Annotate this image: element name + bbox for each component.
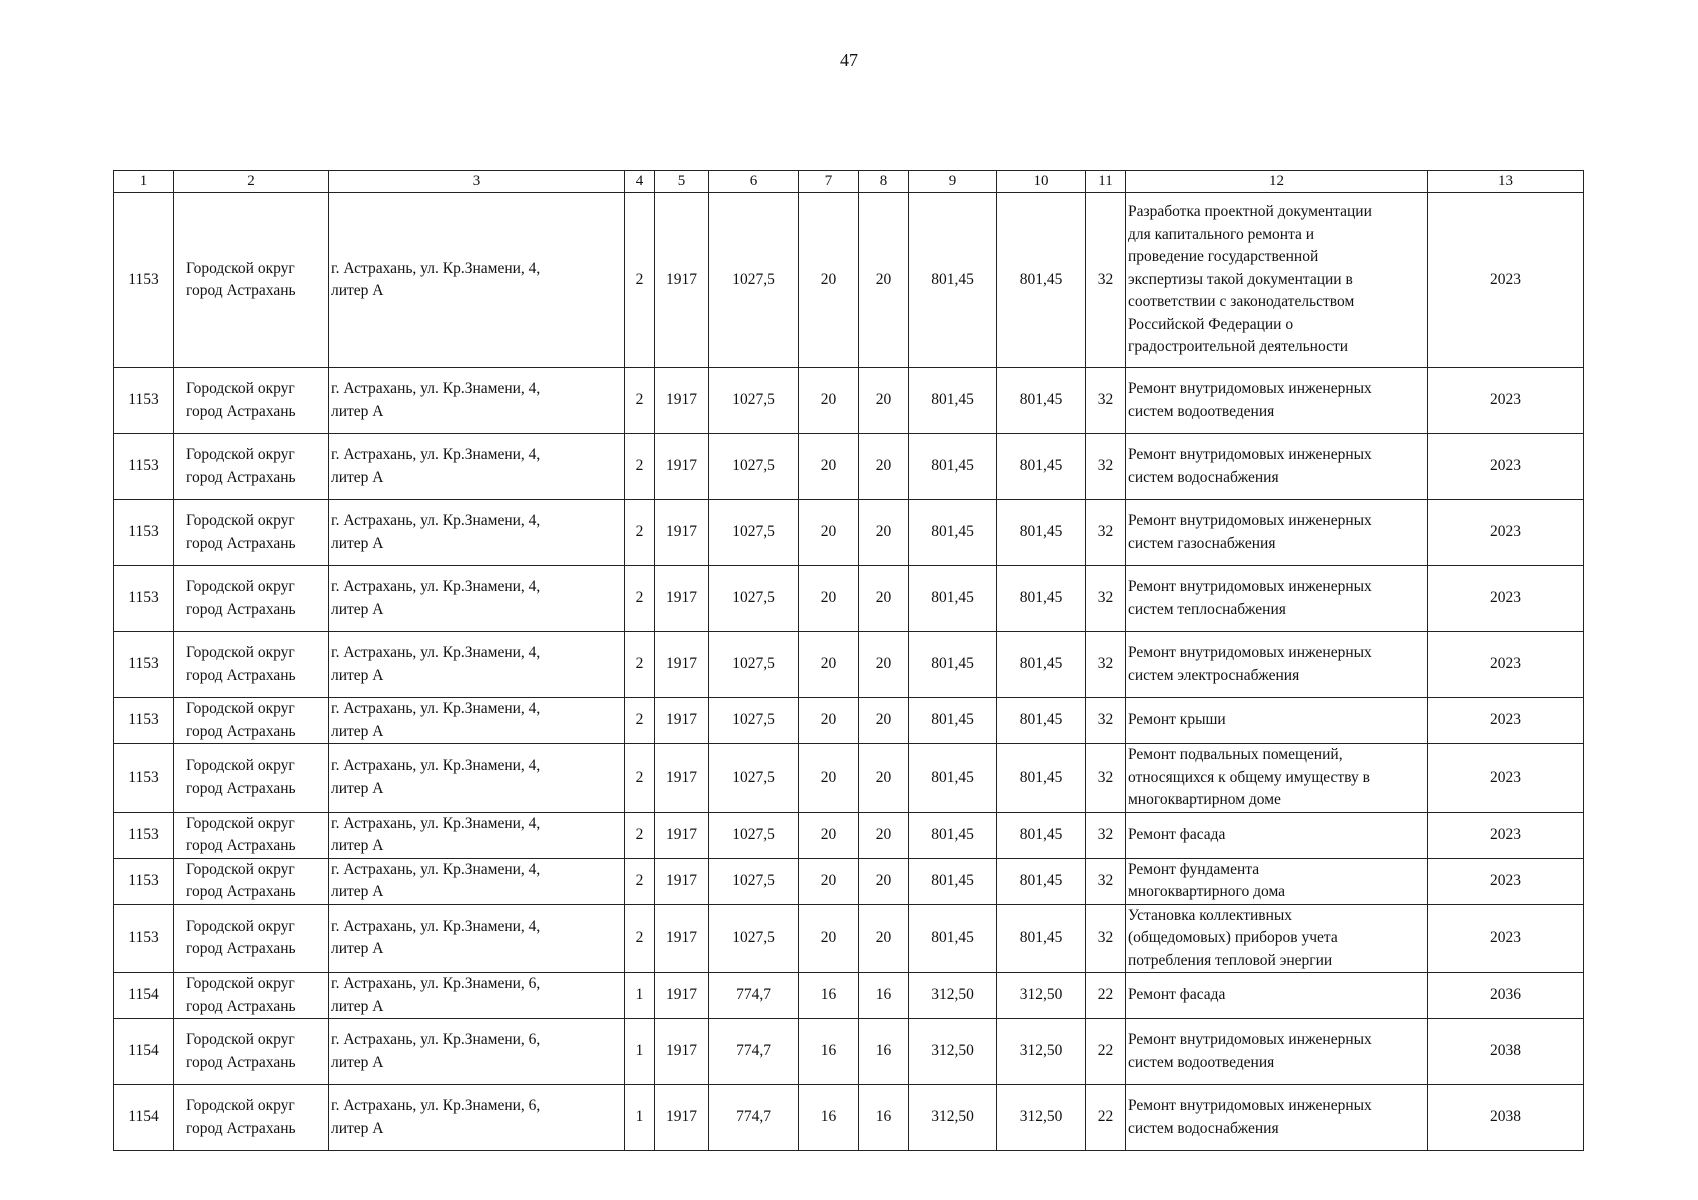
work-type-line: Ремонт подвальных помещений, [1128, 746, 1343, 763]
work-type-line: Ремонт внутридомовых инженерных [1128, 1031, 1372, 1048]
work-type [1126, 858, 1428, 904]
value-col8: 20 [859, 193, 909, 368]
column-number-cell: 2 [174, 171, 329, 193]
work-type: Ремонт фасада [1126, 812, 1428, 858]
address-line: г. Астрахань, ул. Кр.Знамени, 4, [331, 446, 541, 463]
value-col7: 16 [799, 973, 859, 1019]
address-line: г. Астрахань, ул. Кр.Знамени, 4, [331, 380, 541, 397]
municipality-line: Городской округ [186, 860, 295, 878]
planned-year: 2023 [1428, 434, 1584, 500]
table-row [114, 812, 1584, 858]
object-number: 1154 [114, 973, 174, 1019]
floors: 2 [625, 434, 655, 500]
work-type [1126, 1085, 1428, 1151]
municipality [174, 744, 329, 813]
municipality-line: Городской округ [186, 700, 295, 717]
work-type [1126, 632, 1428, 698]
value-col9: 801,45 [909, 632, 997, 698]
value-col7: 20 [799, 193, 859, 368]
floors: 1 [625, 1019, 655, 1085]
work-type-line: Ремонт внутридомовых инженерных [1128, 380, 1372, 397]
work-type-line: многоквартирном доме [1128, 791, 1281, 808]
address-line: г. Астрахань, ул. Кр.Знамени, 6, [331, 1097, 541, 1114]
address-line: литер А [331, 402, 384, 420]
object-number: 1153 [114, 368, 174, 434]
address-line: литер А [331, 997, 384, 1015]
work-type-line: проведение государственной [1128, 248, 1319, 266]
column-number-cell: 4 [625, 171, 655, 193]
total-area: 1027,5 [709, 858, 799, 904]
table-row [114, 744, 1584, 813]
value-col10: 312,50 [997, 1019, 1086, 1085]
value-col9: 801,45 [909, 193, 997, 368]
value-col7: 16 [799, 1019, 859, 1085]
year-built: 1917 [655, 632, 709, 698]
value-col8: 20 [859, 744, 909, 813]
work-type [1126, 566, 1428, 632]
address-line: г. Астрахань, ул. Кр.Знамени, 4, [331, 512, 541, 529]
value-col10: 312,50 [997, 973, 1086, 1019]
repair-schedule-table [113, 170, 1584, 1151]
value-col7: 20 [799, 566, 859, 632]
table-row [114, 973, 1584, 1019]
value-col10: 801,45 [997, 858, 1086, 904]
column-number-cell: 1 [114, 171, 174, 193]
object-number: 1154 [114, 1085, 174, 1151]
value-col10: 801,45 [997, 368, 1086, 434]
total-area: 774,7 [709, 1019, 799, 1085]
value-col7: 20 [799, 744, 859, 813]
address-line: г. Астрахань, ул. Кр.Знамени, 4, [331, 917, 541, 935]
object-number: 1153 [114, 904, 174, 973]
municipality [174, 973, 329, 1019]
year-built: 1917 [655, 434, 709, 500]
municipality [174, 1085, 329, 1151]
object-number: 1153 [114, 858, 174, 904]
object-number: 1153 [114, 812, 174, 858]
planned-year: 2023 [1428, 368, 1584, 434]
address-line: литер А [331, 666, 384, 684]
address-line: литер А [331, 837, 384, 854]
address-line: г. Астрахань, ул. Кр.Знамени, 4, [331, 700, 541, 717]
municipality-line: Городской округ [186, 578, 295, 595]
value-col8: 20 [859, 632, 909, 698]
value-col11: 32 [1086, 632, 1126, 698]
value-col8: 20 [859, 566, 909, 632]
address [329, 193, 625, 368]
floors: 2 [625, 812, 655, 858]
total-area: 774,7 [709, 973, 799, 1019]
work-type-line: систем водоснабжения [1128, 468, 1279, 486]
column-number-cell: 5 [655, 171, 709, 193]
address-line: литер А [331, 282, 384, 299]
value-col7: 20 [799, 698, 859, 744]
floors: 2 [625, 904, 655, 973]
work-type-line: Ремонт внутридомовых инженерных [1128, 512, 1372, 529]
address-line: литер А [331, 1119, 384, 1137]
address-line: литер А [331, 883, 384, 900]
value-col8: 20 [859, 812, 909, 858]
municipality [174, 698, 329, 744]
address [329, 973, 625, 1019]
column-number-row [114, 171, 1584, 193]
planned-year: 2023 [1428, 698, 1584, 744]
address [329, 812, 625, 858]
address-line: литер А [331, 722, 384, 740]
value-col8: 20 [859, 434, 909, 500]
address-line: литер А [331, 1053, 384, 1071]
value-col10: 801,45 [997, 698, 1086, 744]
value-col9: 312,50 [909, 1085, 997, 1151]
floors: 2 [625, 500, 655, 566]
year-built: 1917 [655, 193, 709, 368]
value-col11: 32 [1086, 858, 1126, 904]
value-col7: 20 [799, 812, 859, 858]
work-type [1126, 368, 1428, 434]
address [329, 368, 625, 434]
address-line: г. Астрахань, ул. Кр.Знамени, 4, [331, 814, 541, 832]
table-row [114, 632, 1584, 698]
municipality-line: Городской округ [186, 975, 295, 992]
work-type [1126, 500, 1428, 566]
value-col11: 32 [1086, 193, 1126, 368]
value-col8: 20 [859, 500, 909, 566]
table-row [114, 858, 1584, 904]
column-number-cell: 11 [1086, 171, 1126, 193]
municipality-line: город Астрахань [186, 883, 296, 900]
work-type-line: Разработка проектной документации [1128, 203, 1372, 221]
floors: 2 [625, 368, 655, 434]
address-line: г. Астрахань, ул. Кр.Знамени, 6, [331, 1031, 541, 1048]
value-col11: 32 [1086, 904, 1126, 973]
address [329, 500, 625, 566]
table-row [114, 904, 1584, 973]
work-type [1126, 904, 1428, 973]
work-type [1126, 193, 1428, 368]
work-type-line: экспертизы такой документации в [1128, 270, 1353, 288]
value-col11: 22 [1086, 973, 1126, 1019]
municipality-line: город Астрахань [186, 402, 296, 420]
planned-year: 2023 [1428, 500, 1584, 566]
address-line: г. Астрахань, ул. Кр.Знамени, 4, [331, 757, 541, 775]
planned-year: 2038 [1428, 1085, 1584, 1151]
value-col10: 801,45 [997, 632, 1086, 698]
work-type-line: градостроительной деятельности [1128, 338, 1349, 356]
value-col7: 20 [799, 368, 859, 434]
planned-year: 2038 [1428, 1019, 1584, 1085]
column-number-cell: 13 [1428, 171, 1584, 193]
object-number: 1154 [114, 1019, 174, 1085]
total-area: 774,7 [709, 1085, 799, 1151]
total-area: 1027,5 [709, 434, 799, 500]
total-area: 1027,5 [709, 632, 799, 698]
year-built: 1917 [655, 500, 709, 566]
address [329, 744, 625, 813]
municipality-line: город Астрахань [186, 837, 296, 854]
planned-year: 2023 [1428, 632, 1584, 698]
floors: 2 [625, 858, 655, 904]
column-number-cell: 9 [909, 171, 997, 193]
address [329, 434, 625, 500]
planned-year: 2023 [1428, 193, 1584, 368]
work-type-line: систем теплоснабжения [1128, 600, 1286, 618]
work-type-line: систем электроснабжения [1128, 666, 1300, 684]
municipality-line: Городской округ [186, 644, 295, 661]
table-row [114, 698, 1584, 744]
municipality-line: город Астрахань [186, 600, 296, 618]
total-area: 1027,5 [709, 566, 799, 632]
planned-year: 2023 [1428, 744, 1584, 813]
address-line: г. Астрахань, ул. Кр.Знамени, 4, [331, 860, 541, 878]
value-col9: 801,45 [909, 434, 997, 500]
municipality-line: город Астрахань [186, 666, 296, 684]
column-number-cell: 6 [709, 171, 799, 193]
address-line: г. Астрахань, ул. Кр.Знамени, 4, [331, 259, 541, 277]
column-number-cell: 7 [799, 171, 859, 193]
municipality-line: Городской округ [186, 814, 295, 832]
municipality-line: Городской округ [186, 757, 295, 775]
address [329, 904, 625, 973]
value-col9: 801,45 [909, 500, 997, 566]
municipality-line: город Астрахань [186, 997, 296, 1015]
address-line: литер А [331, 468, 384, 486]
value-col10: 312,50 [997, 1085, 1086, 1151]
address-line: г. Астрахань, ул. Кр.Знамени, 4, [331, 578, 541, 595]
value-col7: 20 [799, 434, 859, 500]
work-type-line: Ремонт фундамента [1128, 860, 1260, 878]
address [329, 858, 625, 904]
year-built: 1917 [655, 812, 709, 858]
work-type: Ремонт крыши [1126, 698, 1428, 744]
value-col10: 801,45 [997, 904, 1086, 973]
total-area: 1027,5 [709, 500, 799, 566]
address-line: г. Астрахань, ул. Кр.Знамени, 6, [331, 975, 541, 992]
municipality-line: город Астрахань [186, 940, 296, 958]
value-col9: 801,45 [909, 698, 997, 744]
table-row [114, 1085, 1584, 1151]
value-col7: 20 [799, 632, 859, 698]
value-col8: 20 [859, 368, 909, 434]
municipality-line: город Астрахань [186, 1119, 296, 1137]
work-type-line: систем водоотведения [1128, 402, 1275, 420]
value-col8: 16 [859, 1085, 909, 1151]
year-built: 1917 [655, 904, 709, 973]
total-area: 1027,5 [709, 812, 799, 858]
value-col11: 32 [1086, 812, 1126, 858]
municipality-line: Городской округ [186, 512, 295, 529]
value-col11: 32 [1086, 434, 1126, 500]
table-row [114, 500, 1584, 566]
value-col10: 801,45 [997, 566, 1086, 632]
work-type-line: для капитального ремонта и [1128, 225, 1315, 243]
address-line: литер А [331, 779, 384, 797]
value-col9: 312,50 [909, 1019, 997, 1085]
year-built: 1917 [655, 744, 709, 813]
year-built: 1917 [655, 1019, 709, 1085]
table-row [114, 434, 1584, 500]
column-number-cell: 8 [859, 171, 909, 193]
total-area: 1027,5 [709, 904, 799, 973]
work-type-line: Ремонт внутридомовых инженерных [1128, 1097, 1372, 1114]
municipality-line: Городской округ [186, 259, 295, 277]
object-number: 1153 [114, 566, 174, 632]
total-area: 1027,5 [709, 193, 799, 368]
page-number: 47 [840, 50, 858, 70]
value-col9: 801,45 [909, 812, 997, 858]
work-type-line: Ремонт внутридомовых инженерных [1128, 644, 1372, 661]
year-built: 1917 [655, 973, 709, 1019]
value-col11: 32 [1086, 744, 1126, 813]
value-col8: 16 [859, 1019, 909, 1085]
address [329, 632, 625, 698]
work-type-line: Ремонт внутридомовых инженерных [1128, 446, 1372, 463]
municipality-line: город Астрахань [186, 1053, 296, 1071]
municipality-line: город Астрахань [186, 534, 296, 552]
address [329, 566, 625, 632]
table-row [114, 566, 1584, 632]
municipality [174, 193, 329, 368]
municipality [174, 904, 329, 973]
address [329, 1085, 625, 1151]
object-number: 1153 [114, 434, 174, 500]
value-col7: 20 [799, 500, 859, 566]
table-row [114, 1019, 1584, 1085]
municipality-line: город Астрахань [186, 282, 296, 299]
table-row [114, 368, 1584, 434]
work-type-line: Установка коллективных [1128, 906, 1293, 924]
planned-year: 2023 [1428, 812, 1584, 858]
value-col11: 32 [1086, 368, 1126, 434]
planned-year: 2023 [1428, 858, 1584, 904]
value-col7: 16 [799, 1085, 859, 1151]
value-col8: 20 [859, 698, 909, 744]
floors: 1 [625, 1085, 655, 1151]
municipality-line: Городской округ [186, 446, 295, 463]
value-col10: 801,45 [997, 500, 1086, 566]
total-area: 1027,5 [709, 368, 799, 434]
value-col9: 801,45 [909, 566, 997, 632]
value-col10: 801,45 [997, 434, 1086, 500]
planned-year: 2023 [1428, 904, 1584, 973]
municipality [174, 500, 329, 566]
value-col7: 20 [799, 858, 859, 904]
floors: 2 [625, 698, 655, 744]
floors: 2 [625, 744, 655, 813]
municipality-line: Городской округ [186, 1031, 295, 1048]
address-line: г. Астрахань, ул. Кр.Знамени, 4, [331, 644, 541, 661]
municipality-line: Городской округ [186, 1097, 295, 1114]
value-col11: 32 [1086, 500, 1126, 566]
work-type [1126, 434, 1428, 500]
floors: 2 [625, 632, 655, 698]
value-col8: 20 [859, 858, 909, 904]
year-built: 1917 [655, 368, 709, 434]
value-col8: 16 [859, 973, 909, 1019]
value-col10: 801,45 [997, 193, 1086, 368]
municipality [174, 812, 329, 858]
value-col11: 22 [1086, 1085, 1126, 1151]
value-col7: 20 [799, 904, 859, 973]
year-built: 1917 [655, 1085, 709, 1151]
municipality [174, 1019, 329, 1085]
work-type [1126, 1019, 1428, 1085]
municipality [174, 434, 329, 500]
value-col9: 312,50 [909, 973, 997, 1019]
work-type-line: систем газоснабжения [1128, 534, 1276, 552]
value-col11: 22 [1086, 1019, 1126, 1085]
value-col8: 20 [859, 904, 909, 973]
total-area: 1027,5 [709, 744, 799, 813]
value-col9: 801,45 [909, 904, 997, 973]
object-number: 1153 [114, 500, 174, 566]
address-line: литер А [331, 600, 384, 618]
planned-year: 2023 [1428, 566, 1584, 632]
value-col11: 32 [1086, 566, 1126, 632]
column-number-cell: 3 [329, 171, 625, 193]
municipality-line: город Астрахань [186, 722, 296, 740]
floors: 2 [625, 193, 655, 368]
table-row [114, 193, 1584, 368]
municipality-line: город Астрахань [186, 779, 296, 797]
work-type [1126, 744, 1428, 813]
column-number-cell: 10 [997, 171, 1086, 193]
total-area: 1027,5 [709, 698, 799, 744]
column-number-cell: 12 [1126, 171, 1428, 193]
planned-year: 2036 [1428, 973, 1584, 1019]
year-built: 1917 [655, 858, 709, 904]
object-number: 1153 [114, 193, 174, 368]
value-col9: 801,45 [909, 858, 997, 904]
floors: 2 [625, 566, 655, 632]
municipality [174, 566, 329, 632]
municipality [174, 858, 329, 904]
work-type-line: (общедомовых) приборов учета [1128, 929, 1338, 946]
work-type-line: соответствии с законодательством [1128, 293, 1355, 311]
year-built: 1917 [655, 566, 709, 632]
work-type-line: многоквартирного дома [1128, 883, 1286, 900]
work-type-line: систем водоотведения [1128, 1053, 1275, 1071]
address [329, 698, 625, 744]
work-type-line: систем водоснабжения [1128, 1119, 1279, 1137]
work-type-line: Российской Федерации о [1128, 315, 1294, 333]
work-type-line: относящихся к общему имуществу в [1128, 768, 1370, 786]
work-type-line: Ремонт внутридомовых инженерных [1128, 578, 1372, 595]
work-type: Ремонт фасада [1126, 973, 1428, 1019]
municipality-line: город Астрахань [186, 468, 296, 486]
value-col11: 32 [1086, 698, 1126, 744]
object-number: 1153 [114, 698, 174, 744]
value-col9: 801,45 [909, 744, 997, 813]
floors: 1 [625, 973, 655, 1019]
municipality [174, 632, 329, 698]
work-type-line: потребления тепловой энергии [1128, 951, 1333, 969]
address [329, 1019, 625, 1085]
municipality-line: Городской округ [186, 380, 295, 397]
year-built: 1917 [655, 698, 709, 744]
value-col10: 801,45 [997, 812, 1086, 858]
address-line: литер А [331, 534, 384, 552]
address-line: литер А [331, 940, 384, 958]
object-number: 1153 [114, 632, 174, 698]
value-col9: 801,45 [909, 368, 997, 434]
object-number: 1153 [114, 744, 174, 813]
value-col10: 801,45 [997, 744, 1086, 813]
municipality [174, 368, 329, 434]
municipality-line: Городской округ [186, 917, 295, 935]
